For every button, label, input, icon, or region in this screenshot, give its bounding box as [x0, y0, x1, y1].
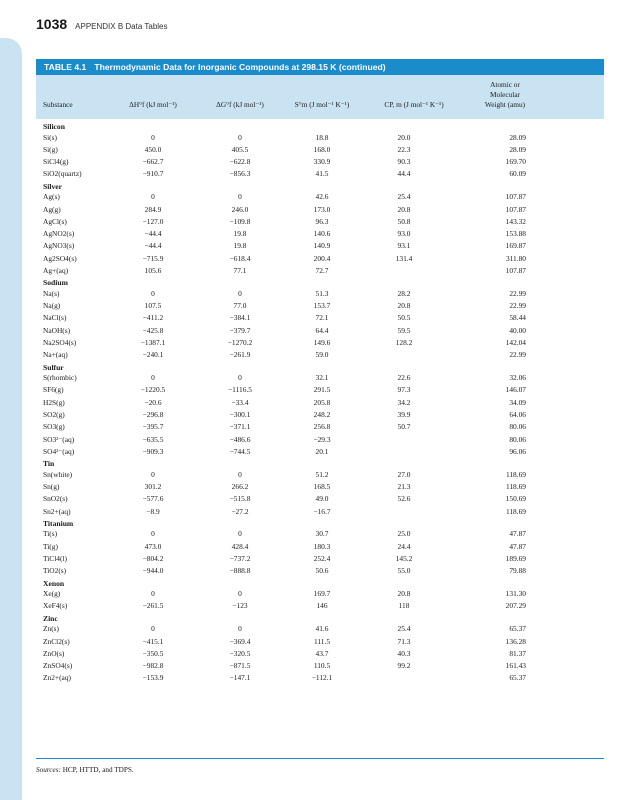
value-cell: −577.6 — [142, 494, 164, 504]
value-cell: 189.69 — [505, 554, 526, 563]
value-cell: 168.5 — [313, 482, 331, 491]
value-cell: 169.87 — [505, 241, 526, 251]
value-cell: 118 — [398, 601, 410, 611]
substance-cell: AgCl(s) — [43, 216, 67, 226]
value-cell: −871.5 — [229, 661, 251, 671]
value-cell: 42.6 — [315, 192, 329, 202]
value-cell: 77.1 — [233, 266, 247, 275]
substance-cell: SO4²⁻(aq) — [43, 446, 75, 456]
value-cell: 0 — [151, 288, 155, 298]
value-cell: −1220.5 — [140, 385, 166, 395]
value-cell: −486.6 — [229, 434, 251, 444]
value-cell: 0 — [238, 589, 242, 599]
value-cell: 28.09 — [509, 144, 526, 154]
value-cell: 24.4 — [397, 541, 411, 551]
value-cell: 256.8 — [313, 422, 331, 432]
value-cell: 59.5 — [397, 325, 411, 335]
substance-cell: AgNO2(s) — [43, 229, 75, 239]
value-cell: −296.8 — [142, 410, 164, 419]
value-cell: 22.3 — [397, 144, 411, 154]
value-cell: 0 — [238, 469, 242, 479]
value-cell: −320.5 — [229, 648, 251, 658]
value-cell: −411.2 — [142, 313, 164, 323]
value-cell: 20.1 — [315, 446, 329, 456]
value-cell: 60.09 — [509, 169, 526, 179]
substance-cell: NaOH(s) — [43, 325, 71, 335]
column-header-entropy: S°m (J mol⁻¹ K⁻¹) — [294, 100, 350, 109]
value-cell: 22.6 — [397, 373, 411, 383]
value-cell: −804.2 — [142, 554, 164, 563]
value-cell: 93.0 — [397, 229, 411, 239]
page-number: 1038 — [36, 16, 68, 32]
value-cell: −888.8 — [229, 566, 251, 576]
section-heading: Silver — [43, 181, 62, 191]
value-cell: −715.9 — [142, 253, 164, 263]
value-cell: 32.06 — [509, 373, 526, 383]
substance-cell: Ag+(aq) — [43, 266, 69, 275]
substance-cell: SO3(g) — [43, 422, 65, 432]
value-cell: 20.0 — [397, 132, 411, 142]
substance-cell: Na2SO4(s) — [43, 338, 77, 347]
value-cell: −369.4 — [229, 636, 251, 646]
value-cell: 28.09 — [509, 132, 526, 142]
value-cell: −910.7 — [142, 169, 164, 179]
value-cell: 22.99 — [509, 301, 526, 311]
value-cell: 58.44 — [509, 313, 526, 323]
value-cell: 110.5 — [313, 661, 331, 671]
value-cell: 131.30 — [505, 589, 526, 599]
column-header-enthalpy: ΔH°f (kJ mol⁻¹) — [129, 100, 177, 109]
value-cell: 107.87 — [505, 266, 526, 275]
value-cell: −856.3 — [229, 169, 251, 179]
value-cell: −20.6 — [144, 397, 162, 407]
value-cell: 93.1 — [397, 241, 411, 251]
substance-cell: S(rhombic) — [43, 373, 77, 383]
value-cell: 146.07 — [505, 385, 526, 395]
column-header-substance: Substance — [43, 100, 73, 109]
value-cell: −240.1 — [142, 350, 164, 360]
value-cell: 0 — [238, 529, 242, 539]
value-cell: −261.5 — [142, 601, 164, 611]
value-cell: −744.5 — [229, 446, 251, 456]
column-header-gibbs: ΔG°f (kJ mol⁻¹) — [216, 100, 264, 109]
value-cell: 19.8 — [233, 241, 247, 251]
value-cell: 22.99 — [509, 288, 526, 298]
substance-cell: Ti(g) — [43, 541, 58, 551]
substance-cell: Si(g) — [43, 144, 58, 154]
value-cell: 20.8 — [397, 589, 411, 599]
value-cell: 107.5 — [144, 301, 162, 311]
value-cell: −8.9 — [146, 506, 160, 516]
value-cell: 50.8 — [397, 216, 411, 226]
value-cell: 71.3 — [397, 636, 411, 646]
value-cell: 252.4 — [313, 554, 331, 563]
value-cell: 0 — [238, 192, 242, 202]
value-cell: −395.7 — [142, 422, 164, 432]
column-header-weight-line2: Molecular — [490, 90, 520, 99]
substance-cell: SF6(g) — [43, 385, 64, 395]
substance-cell: Si(s) — [43, 132, 57, 142]
value-cell: −662.7 — [142, 157, 164, 167]
substance-cell: ZnCl2(s) — [43, 636, 70, 646]
value-cell: 80.06 — [509, 422, 526, 432]
value-cell: 0 — [238, 288, 242, 298]
substance-cell: Ag(g) — [43, 204, 61, 214]
value-cell: −515.8 — [229, 494, 251, 504]
value-cell: 21.3 — [397, 482, 411, 491]
column-header-heat-capacity: CP, m (J mol⁻¹ K⁻¹) — [384, 100, 444, 109]
running-head: APPENDIX B Data Tables — [75, 22, 168, 31]
substance-cell: ZnO(s) — [43, 648, 65, 658]
value-cell: 72.7 — [315, 266, 329, 275]
value-cell: −737.2 — [229, 554, 251, 563]
value-cell: 153.7 — [313, 301, 331, 311]
value-cell: −16.7 — [313, 506, 331, 516]
value-cell: −44.4 — [144, 241, 162, 251]
value-cell: 64.4 — [315, 325, 329, 335]
value-cell: −112.1 — [311, 673, 333, 683]
value-cell: 27.0 — [397, 469, 411, 479]
value-cell: 405.5 — [231, 144, 249, 154]
value-cell: −350.5 — [142, 648, 164, 658]
value-cell: 28.2 — [397, 288, 411, 298]
value-cell: 246.0 — [231, 204, 249, 214]
section-heading: Tin — [43, 459, 55, 469]
substance-cell: Sn(white) — [43, 469, 73, 479]
value-cell: 145.2 — [395, 554, 413, 563]
value-cell: 20.8 — [397, 204, 411, 214]
substance-cell: Ag2SO4(s) — [43, 253, 77, 263]
value-cell: 200.4 — [313, 253, 331, 263]
value-cell: 169.7 — [313, 589, 331, 599]
substance-cell: Xe(g) — [43, 589, 61, 599]
value-cell: −147.1 — [229, 673, 251, 683]
value-cell: 140.6 — [313, 229, 331, 239]
value-cell: 49.0 — [315, 494, 329, 504]
value-cell: 34.09 — [509, 397, 526, 407]
value-cell: 34.2 — [397, 397, 411, 407]
substance-cell: NaCl(s) — [43, 313, 67, 323]
section-heading: Zinc — [43, 613, 58, 623]
value-cell: 146 — [316, 601, 328, 611]
value-cell: −415.1 — [142, 636, 164, 646]
value-cell: 205.8 — [313, 397, 331, 407]
value-cell: 47.87 — [509, 529, 526, 539]
substance-cell: SO3²⁻(aq) — [43, 434, 75, 444]
value-cell: 118.69 — [505, 469, 526, 479]
value-cell: 32.1 — [315, 373, 329, 383]
value-cell: −29.3 — [313, 434, 331, 444]
value-cell: 30.7 — [315, 529, 329, 539]
value-cell: 77.0 — [233, 301, 247, 311]
value-cell: 161.43 — [505, 661, 526, 671]
value-cell: 0 — [151, 589, 155, 599]
value-cell: 301.2 — [144, 482, 162, 491]
value-cell: −33.4 — [231, 397, 249, 407]
value-cell: 0 — [238, 132, 242, 142]
value-cell: 20.8 — [397, 301, 411, 311]
value-cell: −425.8 — [142, 325, 164, 335]
sources-text: HCP, HTTD, and TDPS. — [62, 766, 134, 774]
value-cell: −153.9 — [142, 673, 164, 683]
value-cell: 169.70 — [505, 157, 526, 167]
value-cell: −379.7 — [229, 325, 251, 335]
value-cell: 173.0 — [313, 204, 331, 214]
value-cell: 150.69 — [505, 494, 526, 504]
value-cell: 50.6 — [315, 566, 329, 576]
substance-cell: Sn(g) — [43, 482, 60, 491]
substance-cell: XeF4(s) — [43, 601, 68, 611]
value-cell: −44.4 — [144, 229, 162, 239]
value-cell: 118.69 — [505, 482, 526, 491]
value-cell: 80.06 — [509, 434, 526, 444]
sources-label: Sources: — [36, 766, 61, 774]
value-cell: −909.3 — [142, 446, 164, 456]
substance-cell: TiCl4(l) — [43, 554, 67, 563]
value-cell: 59.0 — [315, 350, 329, 360]
value-cell: 81.37 — [509, 648, 526, 658]
value-cell: 72.1 — [315, 313, 329, 323]
value-cell: −123 — [232, 601, 248, 611]
value-cell: 96.3 — [315, 216, 329, 226]
value-cell: 128.2 — [395, 338, 413, 347]
value-cell: 168.0 — [313, 144, 331, 154]
value-cell: 143.32 — [505, 216, 526, 226]
value-cell: 149.6 — [313, 338, 331, 347]
value-cell: 64.06 — [509, 410, 526, 419]
substance-cell: ZnSO4(s) — [43, 661, 73, 671]
column-header-weight-line3: Weight (amu) — [484, 100, 526, 109]
column-header-weight-line1: Atomic or — [490, 80, 520, 89]
value-cell: 65.37 — [509, 673, 526, 683]
table-title: Thermodynamic Data for Inorganic Compounds at 298.15 K (continued) — [94, 62, 386, 72]
value-cell: −371.1 — [229, 422, 251, 432]
value-cell: 266.2 — [231, 482, 249, 491]
substance-cell: SiO2(quartz) — [43, 169, 82, 179]
value-cell: 55.0 — [397, 566, 411, 576]
value-cell: 40.3 — [397, 648, 411, 658]
substance-cell: AgNO3(s) — [43, 241, 75, 251]
value-cell: 41.5 — [315, 169, 329, 179]
value-cell: 142.04 — [505, 338, 526, 347]
substance-cell: Ti(s) — [43, 529, 58, 539]
value-cell: 118.69 — [505, 506, 526, 516]
value-cell: 25.4 — [397, 192, 411, 202]
value-cell: 284.9 — [144, 204, 162, 214]
value-cell: 40.00 — [509, 325, 526, 335]
page-edge-tab — [0, 38, 22, 800]
substance-cell: Na(g) — [43, 301, 61, 311]
value-cell: 0 — [238, 373, 242, 383]
value-cell: 43.7 — [315, 648, 329, 658]
value-cell: 450.0 — [144, 144, 162, 154]
value-cell: 330.9 — [313, 157, 331, 167]
value-cell: −618.4 — [229, 253, 251, 263]
value-cell: −982.8 — [142, 661, 164, 671]
value-cell: 0 — [151, 192, 155, 202]
value-cell: 22.99 — [509, 350, 526, 360]
value-cell: 105.6 — [144, 266, 162, 275]
substance-cell: TiO2(s) — [43, 566, 67, 576]
value-cell: −1116.5 — [228, 385, 252, 395]
value-cell: 0 — [151, 529, 155, 539]
value-cell: 207.29 — [505, 601, 526, 611]
substance-cell: Zn2+(aq) — [43, 673, 71, 683]
substance-cell: H2S(g) — [43, 397, 65, 407]
value-cell: 0 — [151, 132, 155, 142]
value-cell: −635.5 — [142, 434, 164, 444]
value-cell: 428.4 — [231, 541, 249, 551]
value-cell: −944.0 — [142, 566, 164, 576]
substance-cell: Na+(aq) — [43, 350, 68, 360]
value-cell: 51.3 — [315, 288, 329, 298]
value-cell: 291.5 — [313, 385, 331, 395]
value-cell: 111.5 — [313, 636, 331, 646]
section-heading: Xenon — [43, 578, 65, 588]
value-cell: 18.8 — [315, 132, 329, 142]
section-heading: Sulfur — [43, 362, 64, 372]
value-cell: 140.9 — [313, 241, 331, 251]
value-cell: 0 — [151, 469, 155, 479]
value-cell: 39.9 — [397, 410, 411, 419]
value-cell: −261.9 — [229, 350, 251, 360]
table-bottom-rule — [36, 758, 604, 759]
value-cell: 131.4 — [395, 253, 413, 263]
value-cell: 136.28 — [505, 636, 526, 646]
value-cell: 25.4 — [397, 624, 411, 634]
value-cell: 311.80 — [505, 253, 526, 263]
value-cell: 0 — [151, 624, 155, 634]
section-heading: Titanium — [43, 518, 74, 528]
value-cell: −1387.1 — [140, 338, 166, 347]
substance-cell: SnO2(s) — [43, 494, 68, 504]
section-heading: Silicon — [43, 122, 65, 131]
value-cell: −622.8 — [229, 157, 251, 167]
value-cell: 51.2 — [315, 469, 329, 479]
value-cell: −300.1 — [229, 410, 251, 419]
value-cell: 44.4 — [397, 169, 411, 179]
substance-cell: Sn2+(aq) — [43, 506, 71, 516]
value-cell: −127.0 — [142, 216, 164, 226]
value-cell: 50.5 — [397, 313, 411, 323]
value-cell: 47.87 — [509, 541, 526, 551]
substance-cell: SO2(g) — [43, 410, 65, 419]
substance-cell: Na(s) — [43, 288, 60, 298]
page-header — [36, 16, 168, 36]
section-heading: Sodium — [43, 278, 68, 288]
value-cell: 96.06 — [509, 446, 526, 456]
value-cell: 50.7 — [397, 422, 411, 432]
value-cell: −384.1 — [229, 313, 251, 323]
value-cell: 473.0 — [144, 541, 162, 551]
value-cell: 52.6 — [397, 494, 411, 504]
value-cell: 180.3 — [313, 541, 331, 551]
value-cell: 25.0 — [397, 529, 411, 539]
value-cell: 97.3 — [397, 385, 411, 395]
value-cell: 153.88 — [505, 229, 526, 239]
substance-cell: Ag(s) — [43, 192, 60, 202]
table-label: TABLE 4.1 — [44, 62, 87, 72]
value-cell: 107.87 — [505, 204, 526, 214]
table-title-bar — [36, 59, 604, 75]
value-cell: 79.88 — [509, 566, 526, 576]
substance-cell: SiCl4(g) — [43, 157, 69, 167]
value-cell: 107.87 — [505, 192, 526, 202]
value-cell: 65.37 — [509, 624, 526, 634]
value-cell: 41.6 — [315, 624, 329, 634]
value-cell: 0 — [151, 373, 155, 383]
value-cell: 19.8 — [233, 229, 247, 239]
value-cell: 248.2 — [313, 410, 331, 419]
value-cell: −27.2 — [231, 506, 249, 516]
value-cell: 99.2 — [397, 661, 411, 671]
substance-cell: Zn(s) — [43, 624, 60, 634]
table-sources — [36, 766, 134, 774]
value-cell: 90.3 — [397, 157, 411, 167]
value-cell: 0 — [238, 624, 242, 634]
value-cell: −109.8 — [229, 216, 251, 226]
value-cell: −1270.2 — [227, 338, 253, 347]
